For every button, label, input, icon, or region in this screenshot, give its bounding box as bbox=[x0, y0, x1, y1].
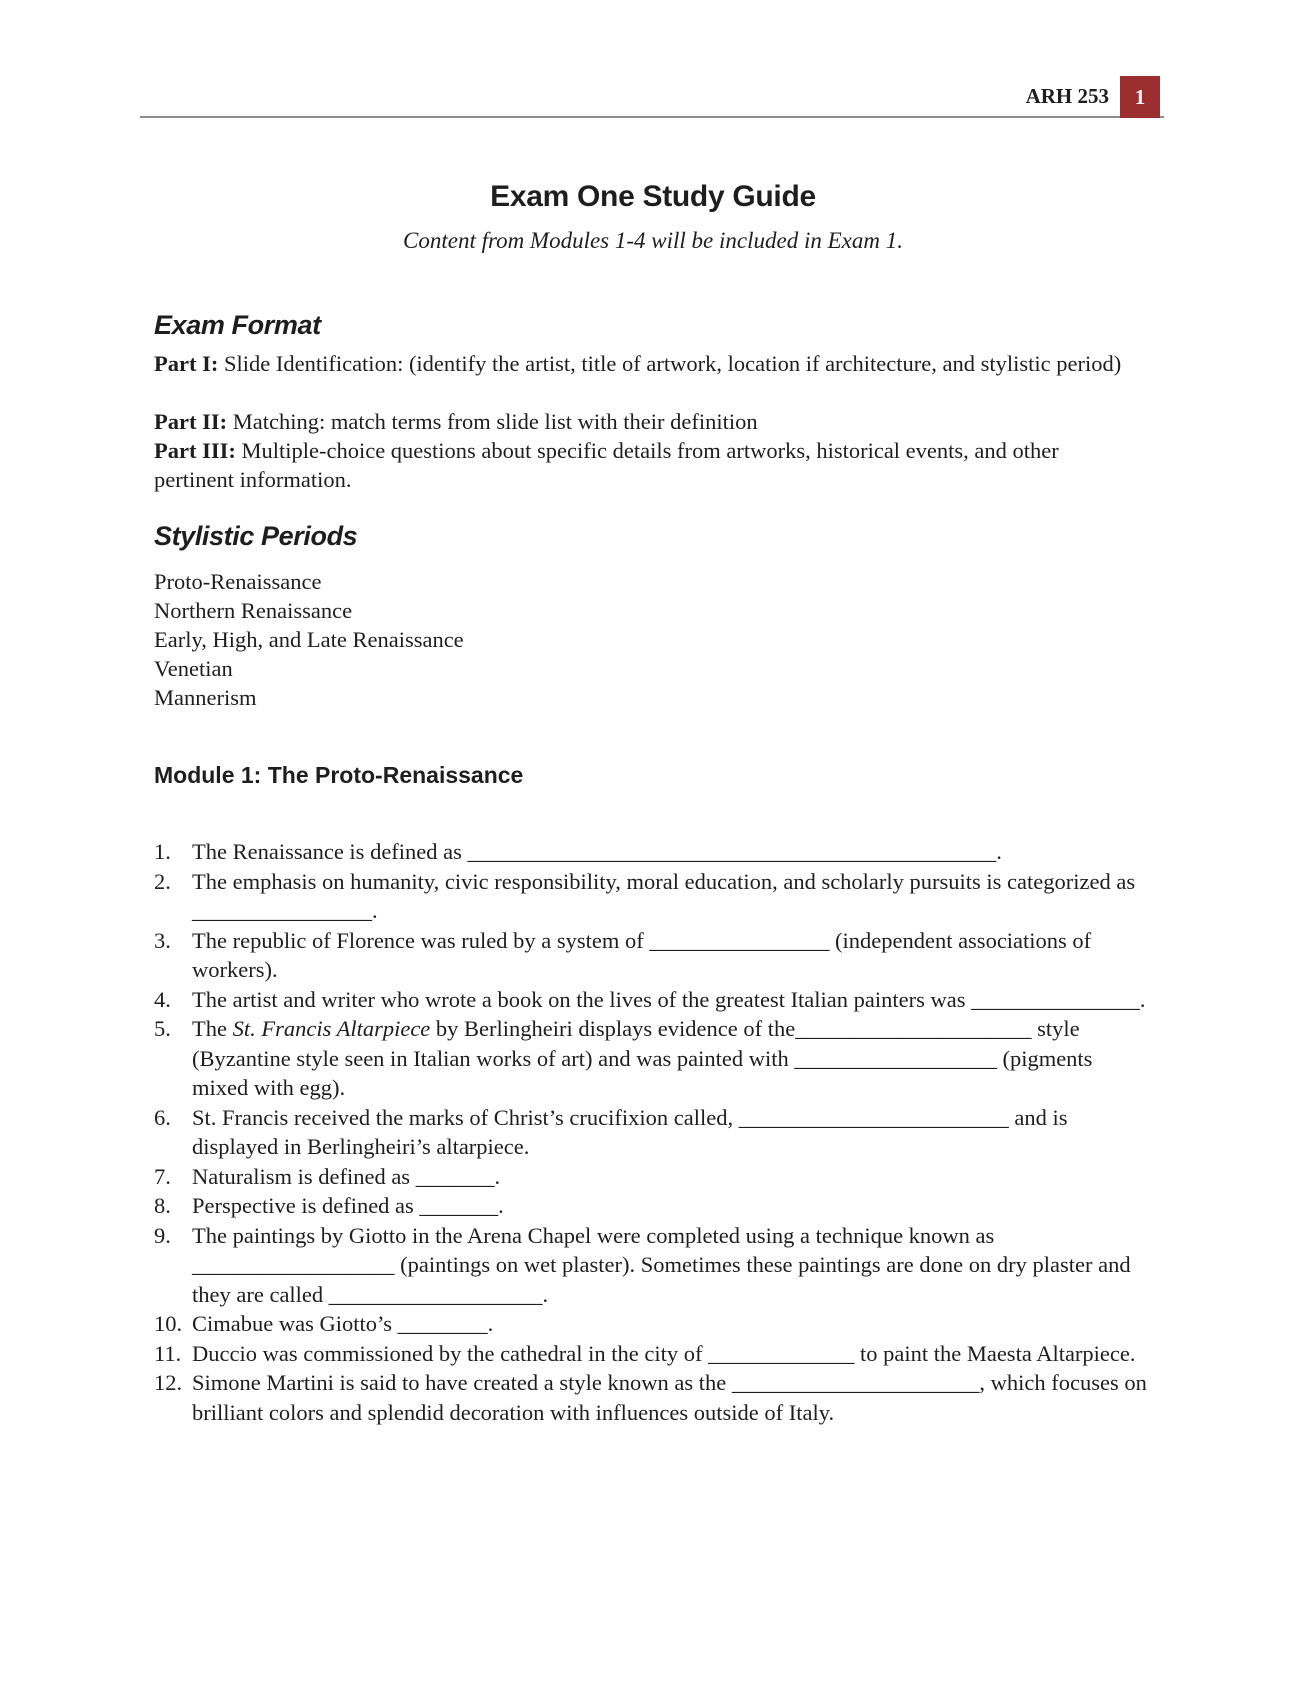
question-text: Cimabue was Giotto’s ________. bbox=[192, 1311, 494, 1336]
question-text: Duccio was commissioned by the cathedral in the city of _____________ to paint the Maesta Altarpiece. bbox=[192, 1340, 1136, 1366]
question-number: 7. bbox=[154, 1163, 171, 1189]
question-number: 8. bbox=[154, 1193, 171, 1218]
question-text-start: The bbox=[192, 1016, 233, 1041]
list-item: Venetian bbox=[154, 656, 233, 681]
question-item bbox=[154, 1368, 1154, 1427]
list-item: Proto-Renaissance bbox=[154, 569, 322, 594]
question-item bbox=[154, 1221, 1154, 1310]
part-text: Multiple-choice questions about specific details from artworks, historical events, and other pertinent information. bbox=[154, 438, 1059, 492]
question-number: 12. bbox=[154, 1370, 183, 1395]
question-item bbox=[154, 926, 1154, 985]
question-number: 1. bbox=[154, 839, 171, 864]
stylistic-periods-list bbox=[154, 567, 464, 712]
question-number: 6. bbox=[154, 1104, 171, 1130]
exam-format-part-1 bbox=[154, 349, 1134, 378]
question-item bbox=[154, 1103, 1154, 1162]
question-text: The republic of Florence was ruled by a system of ________________ (independent associations of workers). bbox=[192, 927, 1092, 982]
exam-format-part-2 bbox=[154, 407, 1134, 436]
question-item bbox=[154, 1191, 1154, 1221]
page-header bbox=[140, 76, 1164, 118]
list-item: Northern Renaissance bbox=[154, 598, 353, 623]
module-1-questions bbox=[154, 837, 1154, 1427]
exam-format-part-3 bbox=[154, 436, 1134, 494]
stylistic-periods-heading: Stylistic Periods bbox=[154, 521, 358, 551]
part-label: Part I: bbox=[154, 351, 219, 376]
question-number: 2. bbox=[154, 868, 171, 894]
exam-format-heading: Exam Format bbox=[154, 310, 321, 340]
question-number: 5. bbox=[154, 1016, 171, 1041]
list-item: Mannerism bbox=[154, 685, 257, 710]
question-text: The Renaissance is defined as _______________________________________________. bbox=[192, 839, 1002, 864]
question-number: 10. bbox=[154, 1311, 183, 1336]
part-text: Slide Identification: (identify the artist, title of artwork, location if architecture, and stylistic period) bbox=[218, 351, 1122, 376]
question-number: 9. bbox=[154, 1222, 171, 1248]
list-item: Early, High, and Late Renaissance bbox=[154, 627, 464, 652]
page-number-badge: 1 bbox=[1120, 76, 1160, 118]
artwork-title: St. Francis Altarpiece bbox=[232, 1016, 431, 1041]
question-text: The artist and writer who wrote a book on the lives of the greatest Italian painters was _______________. bbox=[192, 986, 1146, 1012]
question-item bbox=[154, 1162, 1154, 1192]
part-text: Matching: match terms from slide list with their definition bbox=[227, 409, 758, 434]
question-item bbox=[154, 985, 1154, 1015]
part-label: Part III: bbox=[154, 438, 236, 463]
question-item bbox=[154, 867, 1154, 926]
question-number: 4. bbox=[154, 986, 171, 1012]
question-text: St. Francis received the marks of Christ’s crucifixion called, ________________________ and is displayed in Berlingheiri’s altarpiece. bbox=[192, 1104, 1068, 1159]
part-label: Part II: bbox=[154, 409, 228, 434]
question-text: The emphasis on humanity, civic responsibility, moral education, and scholarly pursuits is categorized as ________________. bbox=[192, 868, 1136, 923]
question-item bbox=[154, 1339, 1154, 1369]
course-code: ARH 253 bbox=[1025, 84, 1109, 108]
question-item bbox=[154, 1309, 1154, 1339]
page-title: Exam One Study Guide bbox=[490, 180, 816, 213]
question-item bbox=[154, 1014, 1154, 1103]
question-text-end: by Berlingheiri displays evidence of the_____________________ style (Byzantine style seen in Italian works of art) and was painted with __________________ (pigments mixed with egg). bbox=[192, 1016, 1093, 1100]
page-subtitle: Content from Modules 1-4 will be included in Exam 1. bbox=[403, 228, 903, 253]
question-text: Simone Martini is said to have created a style known as the ______________________, which focuses on brilliant colors and splendid decoration with influences outside of Italy. bbox=[192, 1370, 1147, 1425]
question-item bbox=[154, 837, 1154, 867]
question-text: Perspective is defined as _______. bbox=[192, 1193, 504, 1218]
question-number: 3. bbox=[154, 927, 171, 953]
module-1-heading: Module 1: The Proto-Renaissance bbox=[154, 762, 524, 788]
question-text: Naturalism is defined as _______. bbox=[192, 1163, 501, 1189]
question-number: 11. bbox=[154, 1340, 182, 1366]
question-text: The paintings by Giotto in the Arena Chapel were completed using a technique known as __________________ (paintings on wet plaster). Sometimes these paintings are done on dry plaster and they are called ___________________. bbox=[192, 1222, 1131, 1307]
